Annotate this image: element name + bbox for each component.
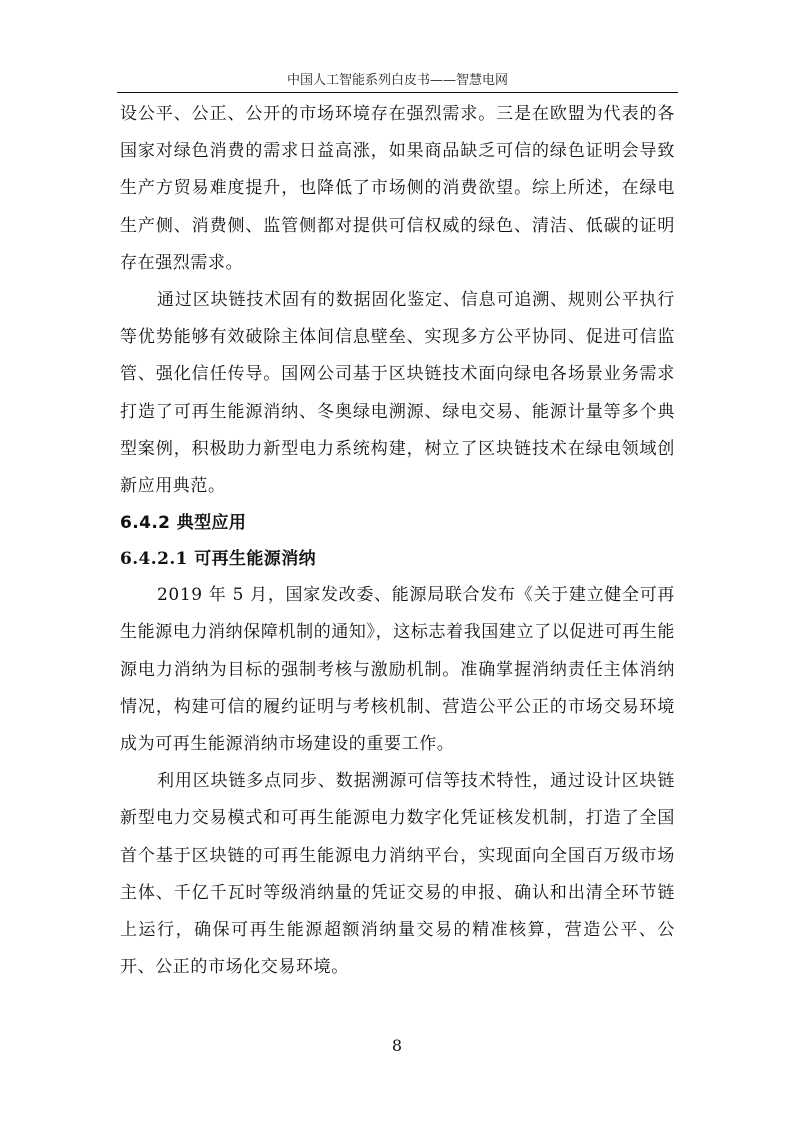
body-paragraph-3: 2019 年 5 月，国家发改委、能源局联合发布《关于建立健全可再生能源电力消纳保障机制的通知》，这标志着我国建立了以促进可再生能源电力消纳为目标的强制考核与激励机制。准确掌握消纳责任主体消纳情况，构建可信的履约证明与考核机制、营造公平公正的市场交易环境成为可再生能源消纳市场建设的重要工作。 bbox=[120, 585, 675, 755]
running-header: 中国人工智能系列白皮书——智慧电网 bbox=[286, 73, 508, 88]
subsection-heading: 6.4.2.1 可再生能源消纳 bbox=[120, 549, 316, 570]
section-heading: 6.4.2 典型应用 bbox=[120, 513, 247, 534]
page-body bbox=[120, 96, 675, 986]
body-paragraph-2: 通过区块链技术固有的数据固化鉴定、信息可追溯、规则公平执行等优势能够有效破除主体间信息壁垒、实现多方公平协同、促进可信监管、强化信任传导。国网公司基于区块链技术面向绿电各场景业务需求打造了可再生能源消纳、冬奥绿电溯源、绿电交易、能源计量等多个典型案例，积极助力新型电力系统构建，树立了区块链技术在绿电领域创新应用典范。 bbox=[120, 290, 675, 497]
body-paragraph-1: 设公平、公正、公开的市场环境存在强烈需求。三是在欧盟为代表的各国家对绿色消费的需求日益高涨，如果商品缺乏可信的绿色证明会导致生产方贸易难度提升，也降低了市场侧的消费欲望。综上所述，在绿电生产侧、消费侧、监管侧都对提供可信权威的绿色、清洁、低碳的证明存在强烈需求。 bbox=[120, 104, 675, 273]
page-number: 8 bbox=[391, 1036, 403, 1055]
header-divider bbox=[117, 92, 678, 93]
body-paragraph-4: 利用区块链多点同步、数据溯源可信等技术特性，通过设计区块链新型电力交易模式和可再生能源电力数字化凭证核发机制，打造了全国首个基于区块链的可再生能源电力消纳平台，实现面向全国百万级市场主体、千亿千瓦时等级消纳量的凭证交易的申报、确认和出清全环节链上运行，确保可再生能源超额消纳量交易的精准核算，营造公平、公开、公正的市场化交易环境。 bbox=[120, 771, 675, 978]
